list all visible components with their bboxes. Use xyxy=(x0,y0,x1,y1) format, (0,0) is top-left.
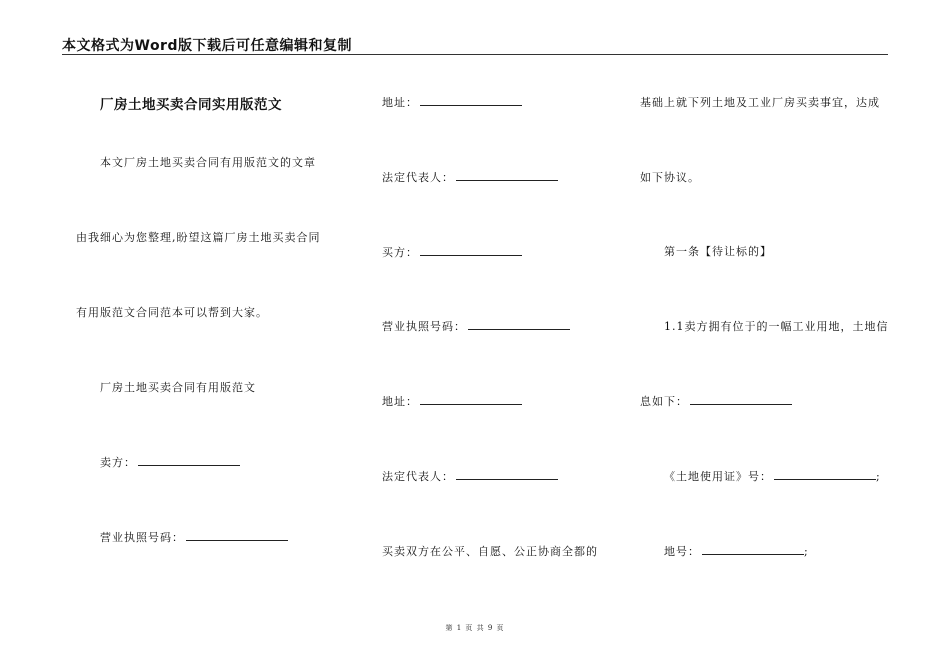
contract-subtitle: 厂房土地买卖合同有用版范文 xyxy=(100,381,256,394)
buyer-legal-rep-field xyxy=(382,468,558,484)
buyer-blank xyxy=(420,244,522,256)
land-cert-field xyxy=(664,468,881,484)
buyer-address-field xyxy=(382,393,522,409)
land-info-field xyxy=(640,393,792,409)
seller-blank xyxy=(138,454,240,466)
buyer-field xyxy=(382,244,522,260)
buyer-legal-rep-label: 法定代表人： xyxy=(382,470,454,483)
plot-no-label: 地号： xyxy=(664,545,700,558)
intro-line-2: 由我细心为您整理,盼望这篇厂房土地买卖合同 xyxy=(76,231,321,244)
seller-legal-rep-field xyxy=(382,169,558,185)
column-3 xyxy=(640,0,900,672)
buyer-license-field xyxy=(382,318,570,334)
body-line-2: 如下协议。 xyxy=(640,171,700,184)
land-cert-suffix: ; xyxy=(876,470,881,483)
land-cert-label: 《土地使用证》号： xyxy=(664,470,772,483)
body-line-1: 基础上就下列土地及工业厂房买卖事宜，达成 xyxy=(640,96,880,109)
seller-legal-rep-blank xyxy=(456,169,558,181)
buyer-address-blank xyxy=(420,393,522,405)
header-text: 本文格式为Word版下载后可任意编辑和复制 xyxy=(62,38,352,54)
document-title: 厂房土地买卖合同实用版范文 xyxy=(100,97,282,113)
land-info-label: 息如下： xyxy=(640,395,688,408)
column-2 xyxy=(382,0,642,672)
intro-line-3: 有用版范文合同范本可以帮到大家。 xyxy=(76,306,268,319)
plot-no-suffix: ; xyxy=(804,545,809,558)
seller-license-label: 营业执照号码： xyxy=(100,531,184,544)
buyer-legal-rep-blank xyxy=(456,468,558,480)
buyer-license-label: 营业执照号码： xyxy=(382,320,466,333)
article-1-heading: 第一条【待让标的】 xyxy=(664,245,772,258)
buyer-address-label: 地址： xyxy=(382,395,418,408)
buyer-label: 买方： xyxy=(382,246,418,259)
column-1 xyxy=(76,0,336,672)
clause-1-1: 1.1卖方拥有位于的一幅工业用地，土地信 xyxy=(664,320,889,333)
intro-line-1: 本文厂房土地买卖合同有用版范文的文章 xyxy=(100,156,316,169)
agreement-text: 买卖双方在公平、自愿、公正协商全都的 xyxy=(382,545,598,558)
buyer-license-blank xyxy=(468,318,570,330)
plot-no-blank xyxy=(702,543,804,555)
land-info-blank xyxy=(690,393,792,405)
seller-legal-rep-label: 法定代表人： xyxy=(382,171,454,184)
seller-address-blank xyxy=(420,94,522,106)
seller-label: 卖方： xyxy=(100,456,136,469)
plot-no-field xyxy=(664,543,809,559)
seller-address-label: 地址： xyxy=(382,96,418,109)
seller-license-field xyxy=(100,529,288,545)
seller-field xyxy=(100,454,240,470)
seller-address-field xyxy=(382,94,522,110)
page-footer: 第 1 页 共 9 页 xyxy=(445,624,505,632)
land-cert-blank xyxy=(774,468,876,480)
seller-license-blank xyxy=(186,529,288,541)
